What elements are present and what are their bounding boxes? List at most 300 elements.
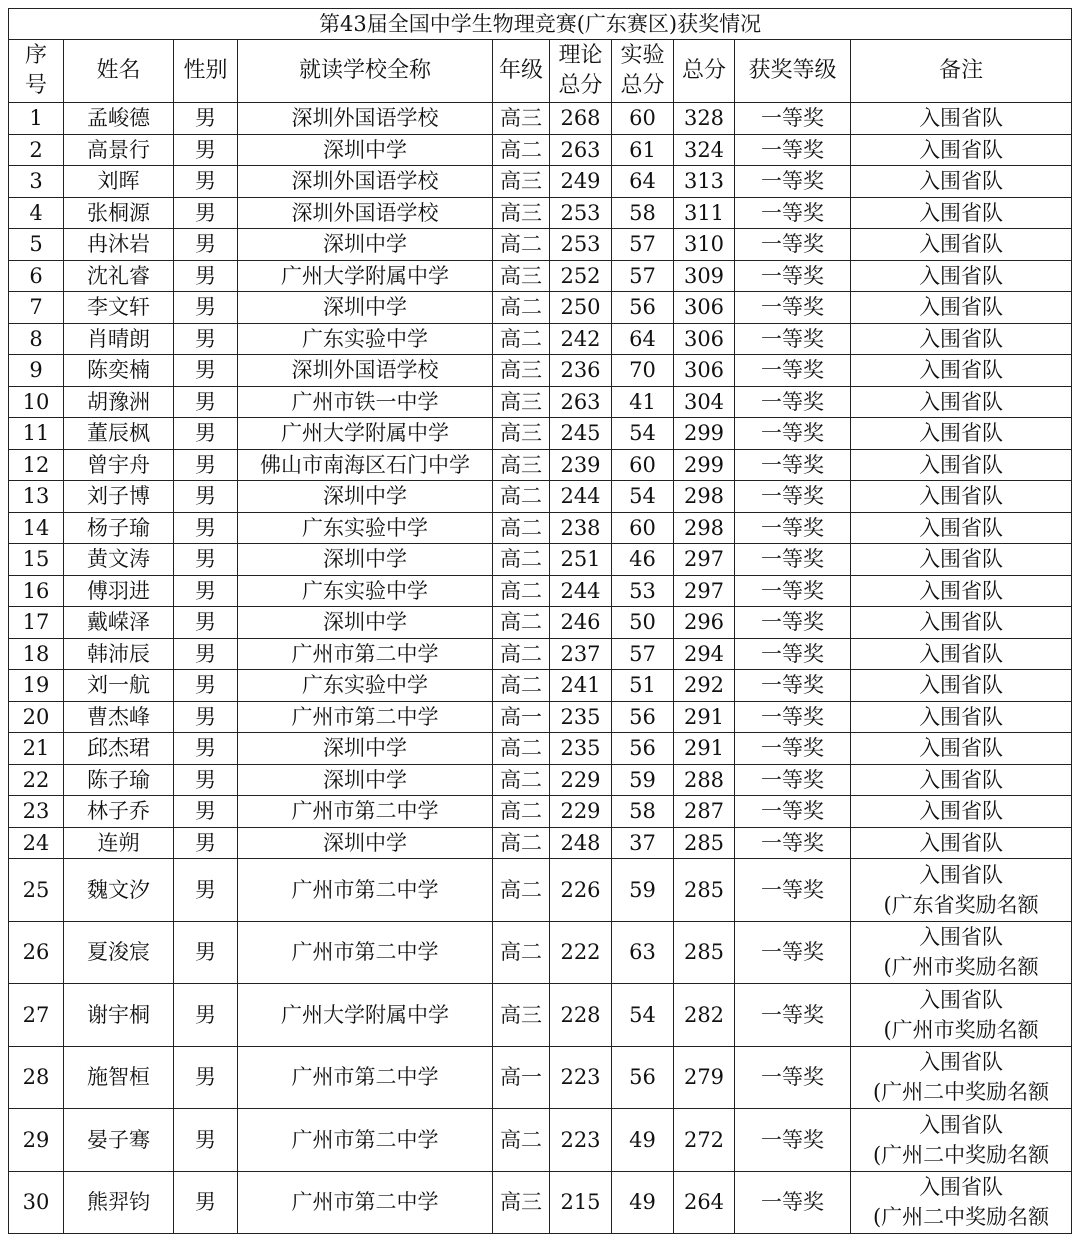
- cell-name: 晏子骞: [64, 1109, 174, 1172]
- cell-school: 广州市第二中学: [238, 859, 493, 922]
- cell-theory: 263: [550, 134, 612, 166]
- cell-award: 一等奖: [735, 575, 851, 607]
- cell-theory: 268: [550, 103, 612, 135]
- note-line: 入围省队: [919, 421, 1004, 446]
- table-row: [9, 827, 1072, 859]
- cell-total: 309: [674, 260, 735, 292]
- cell-award: 一等奖: [735, 1109, 851, 1172]
- note-line: 入围省队: [919, 1112, 1004, 1137]
- cell-school: 广州市铁一中学: [238, 386, 493, 418]
- cell-experiment: 64: [612, 166, 674, 198]
- table-row: [9, 670, 1072, 702]
- cell-experiment: 60: [612, 449, 674, 481]
- table-row: [9, 449, 1072, 481]
- cell-grade: 高三: [493, 418, 550, 450]
- cell-no: 19: [9, 670, 64, 702]
- cell-grade: 高三: [493, 260, 550, 292]
- cell-experiment: 54: [612, 481, 674, 513]
- cell-total: 279: [674, 1046, 735, 1109]
- cell-total: 285: [674, 827, 735, 859]
- cell-name: 冉沐岩: [64, 229, 174, 261]
- cell-school: 深圳外国语学校: [238, 103, 493, 135]
- cell-total: 306: [674, 292, 735, 324]
- cell-name: 刘晖: [64, 166, 174, 198]
- cell-note: [851, 418, 1072, 450]
- header-theory-line1: 理论: [558, 43, 603, 68]
- cell-no: 20: [9, 701, 64, 733]
- cell-school: 深圳中学: [238, 229, 493, 261]
- cell-award: 一等奖: [735, 355, 851, 387]
- cell-gender: 男: [174, 292, 238, 324]
- cell-theory: 242: [550, 323, 612, 355]
- note-line: 入围省队: [919, 200, 1004, 225]
- cell-no: 1: [9, 103, 64, 135]
- cell-total: 264: [674, 1171, 735, 1234]
- cell-note: [851, 197, 1072, 229]
- cell-note: [851, 638, 1072, 670]
- cell-no: 29: [9, 1109, 64, 1172]
- cell-name: 戴嵘泽: [64, 607, 174, 639]
- cell-name: 董辰枫: [64, 418, 174, 450]
- cell-gender: 男: [174, 197, 238, 229]
- cell-no: 14: [9, 512, 64, 544]
- cell-gender: 男: [174, 418, 238, 450]
- cell-name: 高景行: [64, 134, 174, 166]
- cell-grade: 高二: [493, 796, 550, 828]
- cell-no: 27: [9, 984, 64, 1047]
- header-no-line2: 号: [24, 73, 47, 98]
- cell-award: 一等奖: [735, 859, 851, 922]
- cell-name: 陈奕楠: [64, 355, 174, 387]
- cell-no: 5: [9, 229, 64, 261]
- cell-theory: 222: [550, 921, 612, 984]
- cell-total: 285: [674, 859, 735, 922]
- cell-name: 刘一航: [64, 670, 174, 702]
- cell-no: 21: [9, 733, 64, 765]
- cell-award: 一等奖: [735, 984, 851, 1047]
- cell-experiment: 54: [612, 984, 674, 1047]
- table-row: [9, 764, 1072, 796]
- note-line: (广东省奖励名额: [883, 892, 1039, 917]
- note-line: 入围省队: [919, 232, 1004, 257]
- cell-gender: 男: [174, 984, 238, 1047]
- cell-school: 深圳中学: [238, 764, 493, 796]
- cell-grade: 高一: [493, 1046, 550, 1109]
- cell-grade: 高二: [493, 544, 550, 576]
- cell-theory: 223: [550, 1046, 612, 1109]
- cell-total: 304: [674, 386, 735, 418]
- note-line: 入围省队: [919, 484, 1004, 509]
- awards-sheet: [8, 8, 1071, 1234]
- cell-experiment: 56: [612, 292, 674, 324]
- cell-total: 297: [674, 575, 735, 607]
- note-line: 入围省队: [919, 515, 1004, 540]
- note-line: (广州二中奖励名额: [872, 1205, 1050, 1230]
- cell-award: 一等奖: [735, 323, 851, 355]
- table-row: [9, 1109, 1072, 1172]
- cell-award: 一等奖: [735, 292, 851, 324]
- table-row: [9, 197, 1072, 229]
- cell-experiment: 56: [612, 733, 674, 765]
- cell-school: 深圳中学: [238, 481, 493, 513]
- cell-total: 298: [674, 481, 735, 513]
- cell-no: 6: [9, 260, 64, 292]
- cell-gender: 男: [174, 921, 238, 984]
- note-line: 入围省队: [919, 862, 1004, 887]
- cell-note: [851, 827, 1072, 859]
- cell-grade: 高二: [493, 229, 550, 261]
- cell-note: [851, 355, 1072, 387]
- cell-award: 一等奖: [735, 827, 851, 859]
- cell-grade: 高三: [493, 984, 550, 1047]
- cell-award: 一等奖: [735, 166, 851, 198]
- cell-school: 广州大学附属中学: [238, 418, 493, 450]
- cell-no: 22: [9, 764, 64, 796]
- cell-total: 306: [674, 323, 735, 355]
- table-row: [9, 796, 1072, 828]
- cell-award: 一等奖: [735, 733, 851, 765]
- cell-name: 沈礼睿: [64, 260, 174, 292]
- cell-note: [851, 1109, 1072, 1172]
- cell-experiment: 64: [612, 323, 674, 355]
- table-row: [9, 638, 1072, 670]
- cell-no: 26: [9, 921, 64, 984]
- cell-note: [851, 166, 1072, 198]
- cell-gender: 男: [174, 481, 238, 513]
- cell-gender: 男: [174, 827, 238, 859]
- cell-grade: 高二: [493, 670, 550, 702]
- cell-award: 一等奖: [735, 418, 851, 450]
- cell-total: 288: [674, 764, 735, 796]
- cell-no: 4: [9, 197, 64, 229]
- table-row: [9, 512, 1072, 544]
- cell-gender: 男: [174, 796, 238, 828]
- cell-no: 9: [9, 355, 64, 387]
- cell-grade: 高二: [493, 575, 550, 607]
- cell-name: 肖晴朗: [64, 323, 174, 355]
- cell-experiment: 49: [612, 1171, 674, 1234]
- cell-note: [851, 481, 1072, 513]
- cell-name: 林子乔: [64, 796, 174, 828]
- cell-grade: 高三: [493, 386, 550, 418]
- cell-grade: 高二: [493, 638, 550, 670]
- table-row: [9, 481, 1072, 513]
- cell-gender: 男: [174, 701, 238, 733]
- cell-total: 298: [674, 512, 735, 544]
- cell-experiment: 53: [612, 575, 674, 607]
- cell-name: 施智桓: [64, 1046, 174, 1109]
- header-experiment-line2: 总分: [620, 73, 665, 98]
- cell-note: [851, 733, 1072, 765]
- note-line: 入围省队: [919, 358, 1004, 383]
- cell-no: 23: [9, 796, 64, 828]
- table-row: [9, 355, 1072, 387]
- cell-award: 一等奖: [735, 449, 851, 481]
- cell-school: 深圳中学: [238, 607, 493, 639]
- cell-total: 299: [674, 449, 735, 481]
- cell-school: 广州市第二中学: [238, 701, 493, 733]
- cell-theory: 253: [550, 197, 612, 229]
- cell-no: 10: [9, 386, 64, 418]
- cell-name: 张桐源: [64, 197, 174, 229]
- cell-award: 一等奖: [735, 481, 851, 513]
- cell-note: [851, 292, 1072, 324]
- cell-award: 一等奖: [735, 638, 851, 670]
- note-line: 入围省队: [919, 673, 1004, 698]
- cell-name: 谢宇桐: [64, 984, 174, 1047]
- table-row: [9, 323, 1072, 355]
- cell-theory: 244: [550, 575, 612, 607]
- cell-gender: 男: [174, 859, 238, 922]
- cell-gender: 男: [174, 607, 238, 639]
- note-line: 入围省队: [919, 1175, 1004, 1200]
- cell-school: 广州市第二中学: [238, 1109, 493, 1172]
- cell-gender: 男: [174, 733, 238, 765]
- cell-school: 深圳外国语学校: [238, 166, 493, 198]
- cell-gender: 男: [174, 229, 238, 261]
- cell-gender: 男: [174, 670, 238, 702]
- cell-total: 292: [674, 670, 735, 702]
- cell-theory: 244: [550, 481, 612, 513]
- cell-award: 一等奖: [735, 260, 851, 292]
- cell-grade: 高一: [493, 701, 550, 733]
- cell-name: 陈子瑜: [64, 764, 174, 796]
- cell-award: 一等奖: [735, 512, 851, 544]
- cell-gender: 男: [174, 449, 238, 481]
- note-line: (广州二中奖励名额: [872, 1080, 1050, 1105]
- cell-grade: 高三: [493, 355, 550, 387]
- header-row: [9, 40, 1072, 103]
- cell-note: [851, 764, 1072, 796]
- cell-no: 11: [9, 418, 64, 450]
- cell-note: [851, 229, 1072, 261]
- cell-name: 刘子博: [64, 481, 174, 513]
- cell-no: 3: [9, 166, 64, 198]
- cell-experiment: 57: [612, 229, 674, 261]
- cell-school: 广州大学附属中学: [238, 984, 493, 1047]
- table-row: [9, 134, 1072, 166]
- note-line: 入围省队: [919, 925, 1004, 950]
- cell-total: 297: [674, 544, 735, 576]
- cell-grade: 高二: [493, 607, 550, 639]
- cell-experiment: 58: [612, 796, 674, 828]
- cell-name: 韩沛辰: [64, 638, 174, 670]
- header-experiment: [612, 40, 674, 103]
- cell-note: [851, 796, 1072, 828]
- cell-gender: 男: [174, 166, 238, 198]
- cell-experiment: 50: [612, 607, 674, 639]
- cell-total: 306: [674, 355, 735, 387]
- note-line: 入围省队: [919, 452, 1004, 477]
- note-line: (广州二中奖励名额: [872, 1142, 1050, 1167]
- cell-grade: 高二: [493, 827, 550, 859]
- cell-gender: 男: [174, 134, 238, 166]
- note-line: 入围省队: [919, 578, 1004, 603]
- cell-gender: 男: [174, 575, 238, 607]
- cell-experiment: 59: [612, 859, 674, 922]
- cell-grade: 高二: [493, 134, 550, 166]
- cell-experiment: 54: [612, 418, 674, 450]
- header-theory-line2: 总分: [558, 73, 603, 98]
- cell-note: [851, 921, 1072, 984]
- cell-gender: 男: [174, 512, 238, 544]
- cell-school: 广州大学附属中学: [238, 260, 493, 292]
- header-school: 就读学校全称: [238, 40, 493, 103]
- cell-theory: 235: [550, 701, 612, 733]
- cell-grade: 高三: [493, 1171, 550, 1234]
- table-row: [9, 575, 1072, 607]
- note-line: 入围省队: [919, 106, 1004, 131]
- cell-total: 328: [674, 103, 735, 135]
- cell-no: 13: [9, 481, 64, 513]
- cell-gender: 男: [174, 103, 238, 135]
- cell-school: 广州市第二中学: [238, 1171, 493, 1234]
- cell-experiment: 60: [612, 512, 674, 544]
- cell-school: 广东实验中学: [238, 512, 493, 544]
- cell-total: 282: [674, 984, 735, 1047]
- cell-award: 一等奖: [735, 701, 851, 733]
- cell-no: 30: [9, 1171, 64, 1234]
- cell-name: 孟峻德: [64, 103, 174, 135]
- cell-school: 广东实验中学: [238, 670, 493, 702]
- cell-name: 杨子瑜: [64, 512, 174, 544]
- cell-theory: 252: [550, 260, 612, 292]
- cell-grade: 高二: [493, 1109, 550, 1172]
- cell-award: 一等奖: [735, 921, 851, 984]
- cell-total: 311: [674, 197, 735, 229]
- cell-school: 广州市第二中学: [238, 638, 493, 670]
- cell-award: 一等奖: [735, 197, 851, 229]
- cell-note: [851, 544, 1072, 576]
- cell-gender: 男: [174, 764, 238, 796]
- cell-note: [851, 386, 1072, 418]
- cell-award: 一等奖: [735, 670, 851, 702]
- cell-no: 18: [9, 638, 64, 670]
- cell-grade: 高二: [493, 764, 550, 796]
- cell-experiment: 41: [612, 386, 674, 418]
- note-line: 入围省队: [919, 137, 1004, 162]
- note-line: 入围省队: [919, 263, 1004, 288]
- table-row: [9, 418, 1072, 450]
- cell-award: 一等奖: [735, 103, 851, 135]
- cell-grade: 高三: [493, 166, 550, 198]
- cell-experiment: 61: [612, 134, 674, 166]
- cell-experiment: 57: [612, 638, 674, 670]
- cell-no: 12: [9, 449, 64, 481]
- cell-grade: 高二: [493, 323, 550, 355]
- note-line: (广州市奖励名额: [883, 955, 1039, 980]
- cell-experiment: 58: [612, 197, 674, 229]
- cell-no: 8: [9, 323, 64, 355]
- cell-grade: 高三: [493, 449, 550, 481]
- cell-theory: 251: [550, 544, 612, 576]
- cell-school: 广州市第二中学: [238, 796, 493, 828]
- cell-award: 一等奖: [735, 1046, 851, 1109]
- note-line: 入围省队: [919, 767, 1004, 792]
- table-row: [9, 733, 1072, 765]
- header-theory: [550, 40, 612, 103]
- cell-name: 傅羽进: [64, 575, 174, 607]
- note-line: (广州市奖励名额: [883, 1017, 1039, 1042]
- cell-experiment: 49: [612, 1109, 674, 1172]
- cell-total: 299: [674, 418, 735, 450]
- header-experiment-line1: 实验: [620, 43, 665, 68]
- cell-no: 2: [9, 134, 64, 166]
- cell-award: 一等奖: [735, 796, 851, 828]
- cell-no: 15: [9, 544, 64, 576]
- cell-grade: 高二: [493, 512, 550, 544]
- header-gender: 性别: [174, 40, 238, 103]
- cell-gender: 男: [174, 386, 238, 418]
- cell-theory: 241: [550, 670, 612, 702]
- table-row: [9, 103, 1072, 135]
- cell-theory: 246: [550, 607, 612, 639]
- cell-award: 一等奖: [735, 764, 851, 796]
- cell-gender: 男: [174, 1171, 238, 1234]
- cell-gender: 男: [174, 544, 238, 576]
- cell-experiment: 51: [612, 670, 674, 702]
- note-line: 入围省队: [919, 610, 1004, 635]
- table-row: [9, 607, 1072, 639]
- cell-award: 一等奖: [735, 386, 851, 418]
- cell-gender: 男: [174, 1109, 238, 1172]
- cell-note: [851, 670, 1072, 702]
- cell-grade: 高二: [493, 292, 550, 324]
- cell-name: 黄文涛: [64, 544, 174, 576]
- table-row: [9, 859, 1072, 922]
- cell-total: 272: [674, 1109, 735, 1172]
- table-row: [9, 260, 1072, 292]
- cell-experiment: 60: [612, 103, 674, 135]
- cell-award: 一等奖: [735, 229, 851, 261]
- note-line: 入围省队: [919, 326, 1004, 351]
- header-note: 备注: [851, 40, 1072, 103]
- cell-grade: 高三: [493, 103, 550, 135]
- cell-name: 曾宇舟: [64, 449, 174, 481]
- cell-theory: 223: [550, 1109, 612, 1172]
- cell-school: 深圳中学: [238, 292, 493, 324]
- cell-theory: 253: [550, 229, 612, 261]
- cell-name: 胡豫洲: [64, 386, 174, 418]
- cell-theory: 263: [550, 386, 612, 418]
- note-line: 入围省队: [919, 295, 1004, 320]
- cell-note: [851, 1171, 1072, 1234]
- note-line: 入围省队: [919, 799, 1004, 824]
- cell-name: 曹杰峰: [64, 701, 174, 733]
- cell-experiment: 37: [612, 827, 674, 859]
- cell-gender: 男: [174, 1046, 238, 1109]
- cell-total: 313: [674, 166, 735, 198]
- cell-no: 28: [9, 1046, 64, 1109]
- cell-name: 魏文汐: [64, 859, 174, 922]
- cell-school: 广州市第二中学: [238, 1046, 493, 1109]
- cell-school: 深圳外国语学校: [238, 197, 493, 229]
- cell-experiment: 56: [612, 1046, 674, 1109]
- cell-theory: 229: [550, 764, 612, 796]
- cell-grade: 高二: [493, 859, 550, 922]
- table-row: [9, 1171, 1072, 1234]
- cell-school: 深圳中学: [238, 134, 493, 166]
- cell-total: 324: [674, 134, 735, 166]
- cell-no: 25: [9, 859, 64, 922]
- cell-name: 李文轩: [64, 292, 174, 324]
- table-title: 第43届全国中学生物理竞赛(广东赛区)获奖情况: [9, 9, 1072, 40]
- awards-table: [8, 8, 1072, 1234]
- note-line: 入围省队: [919, 830, 1004, 855]
- cell-total: 291: [674, 733, 735, 765]
- cell-note: [851, 323, 1072, 355]
- cell-note: [851, 701, 1072, 733]
